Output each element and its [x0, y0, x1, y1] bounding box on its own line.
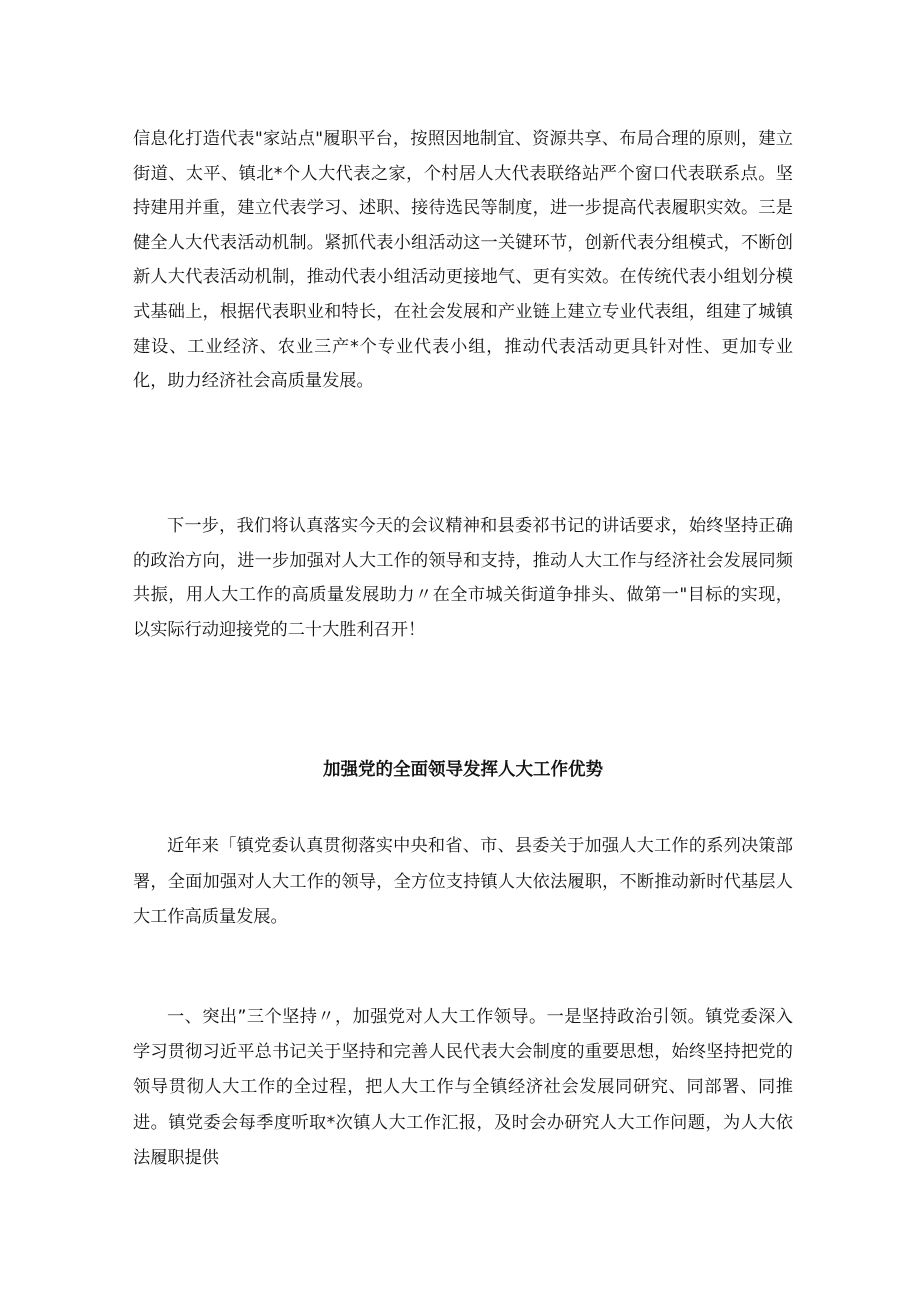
body-paragraph: 下一步，我们将认真落实今天的会议精神和县委祁书记的讲话要求，始终坚持正确的政治方向，进一步加强对人大工作的领导和支持，推动人大工作与经济社会发展同频共振，用人大工作的高质量发展助力〃在全市城关街道争排头、做第一"目标的实现，以实际行动迎接党的二十大胜利召开！ [133, 516, 793, 640]
body-paragraph: 信息化打造代表"家站点"履职平台，按照因地制宜、资源共享、布局合理的原则，建立街道、太平、镇北*个人大代表之家，个村居人大代表联络站严个窗口代表联系点。坚持建用并重，建立代表学习、述职、接待选民等制度，进一步提高代表履职实效。三是健全人大代表活动机制。紧抓代表小组活动这一关键环节，创新代表分组模式，不断创新人大代表活动机制，推动代表小组活动更接地气、更有实效。在传统代表小组划分模式基础上，根据代表职业和特长，在社会发展和产业链上建立专业代表组，组建了城镇建设、工业经济、农业三产*个专业代表小组，推动代表活动更具针对性、更加专业化，助力经济社会高质量发展。 [133, 129, 793, 392]
section-heading: 加强党的全面领导发挥人大工作优势 [323, 760, 603, 780]
intro-paragraph: 近年来「镇党委认真贯彻落实中央和省、市、县委关于加强人大工作的系列决策部署，全面加强对人大工作的领导，全方位支持镇人大依法履职，不断推动新时代基层人大工作高质量发展。 [133, 836, 793, 927]
section-paragraph: 一、突出”三个坚持〃，加强党对人大工作领导。一是坚持政治引领。镇党委深入学习贯彻习近平总书记关于坚持和完善人民代表大会制度的重要思想，始终坚持把党的领导贯彻人大工作的全过程，把人大工作与全镇经济社会发展同研究、同部署、同推进。镇党委会每季度听取*次镇人大工作汇报，及时会办研究人大工作问题，为人大依法履职提供 [133, 1007, 793, 1168]
